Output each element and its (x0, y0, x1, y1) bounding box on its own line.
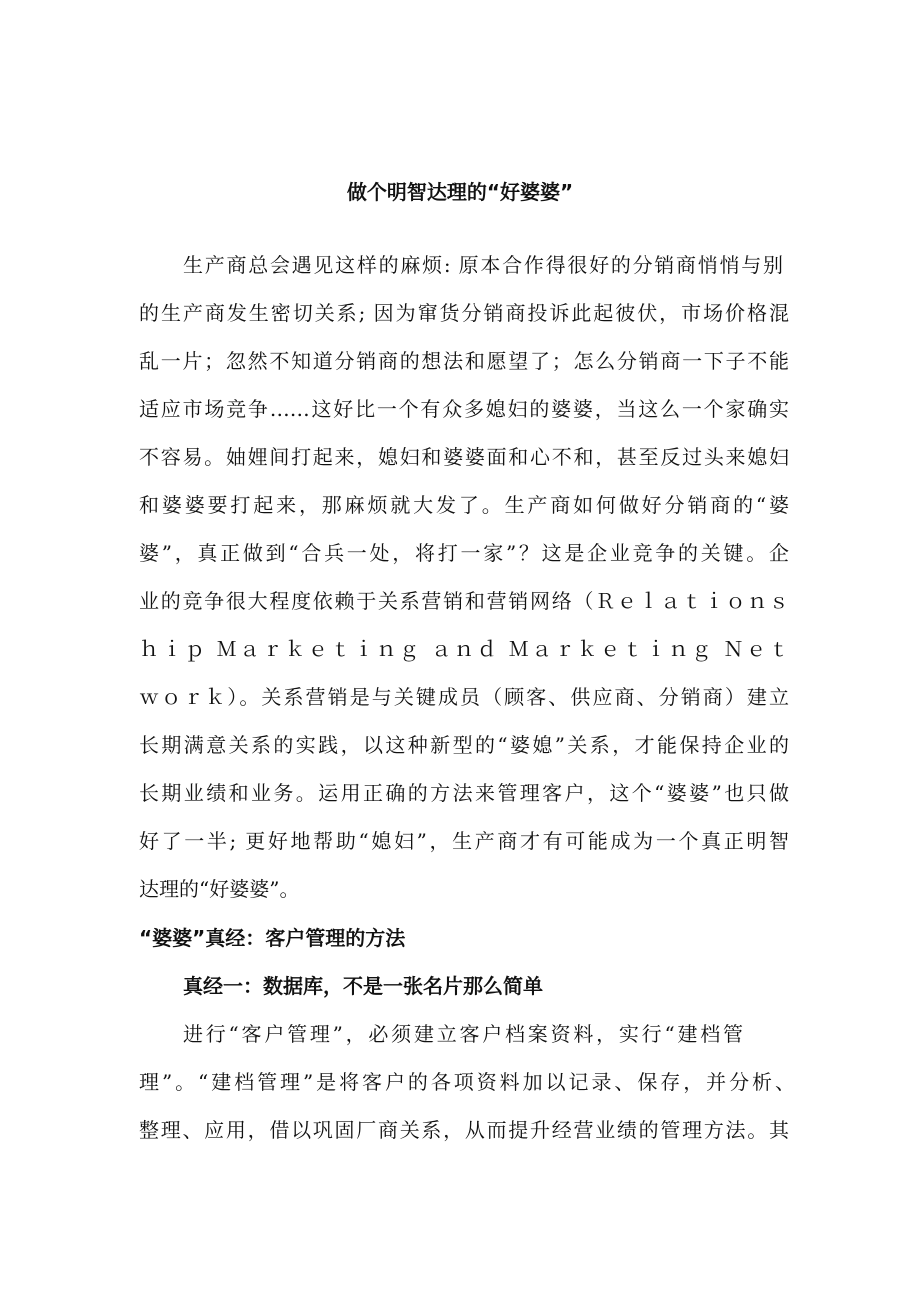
paragraph-line: 理”。“建档管理”是将客户的各项资料加以记录、保存，并分析、 (139, 1070, 795, 1094)
paragraph-line: 不容易。妯娌间打起来，媳妇和婆婆面和心不和，甚至反过头来媳妇 (139, 445, 789, 469)
paragraph-line: 业的竞争很大程度依赖于关系营销和营销网络（Ｒｅｌａｔｉｏｎｓ (139, 589, 789, 613)
paragraph-line: 好了一半; 更好地帮助“媳妇”，生产商才有可能成为一个真正明智 (139, 829, 789, 853)
paragraph-line: 长期业绩和业务。运用正确的方法来管理客户，这个“婆婆”也只做 (139, 781, 789, 805)
document-title: 做个明智达理的“好婆婆” (346, 180, 574, 204)
paragraph-line: 婆”，真正做到“合兵一处，将打一家”？这是企业竞争的关键。企 (139, 541, 789, 565)
paragraph-line: 整理、应用，借以巩固厂商关系，从而提升经营业绩的管理方法。其 (139, 1118, 789, 1142)
paragraph-line: 适应市场竞争……这好比一个有众多媳妇的婆婆，当这么一个家确实 (139, 397, 789, 421)
paragraph-line: 和婆婆要打起来，那麻烦就大发了。生产商如何做好分销商的“婆 (139, 493, 789, 517)
paragraph-line: 生产商总会遇见这样的麻烦: 原本合作得很好的分销商悄悄与别 (183, 253, 783, 277)
paragraph-line: ｗｏｒｋ）。关系营销是与关键成员（顾客、供应商、分销商）建立 (139, 685, 789, 709)
section-heading: “婆婆”真经：客户管理的方法 (139, 926, 406, 950)
paragraph-line: 进行“客户管理”，必须建立客户档案资料，实行“建档管 (183, 1022, 743, 1046)
paragraph-line: 乱一片；忽然不知道分销商的想法和愿望了；怎么分销商一下子不能 (139, 349, 789, 373)
paragraph-line: 达理的“好婆婆”。 (139, 877, 300, 901)
paragraph-line: 长期满意关系的实践，以这种新型的“婆媳”关系，才能保持企业的 (139, 733, 789, 757)
paragraph-line: ｈｉｐ Ｍａｒｋｅｔｉｎｇ ａｎｄ Ｍａｒｋｅｔｉｎｇ Ｎｅｔ (139, 637, 789, 661)
paragraph-line: 的生产商发生密切关系; 因为窜货分销商投诉此起彼伏，市场价格混 (139, 301, 789, 325)
subsection-heading: 真经一：数据库，不是一张名片那么简单 (183, 974, 543, 998)
